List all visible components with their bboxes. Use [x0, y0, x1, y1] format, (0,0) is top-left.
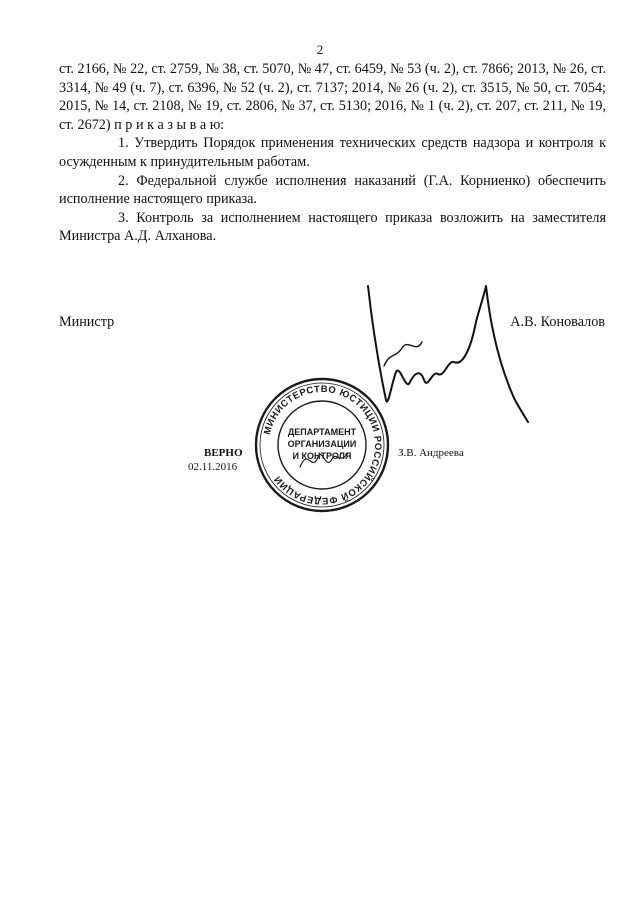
svg-text:МИНИСТЕРСТВО ЮСТИЦИИ РОССИЙСКО: МИНИСТЕРСТВО ЮСТИЦИИ РОССИЙСКОЙ ФЕДЕРАЦИИ	[262, 383, 384, 507]
svg-text:ОРГАНИЗАЦИИ: ОРГАНИЗАЦИИ	[287, 439, 357, 449]
signatory-name: А.В. Коновалов	[510, 314, 605, 330]
paragraph-citation: ст. 2166, № 22, ст. 2759, № 38, ст. 5070, № 47, ст. 6459, № 53 (ч. 2), ст. 7866; 2013, № 26, ст. 3314, № 49 (ч. 7), ст. 6396, № 52 (ч. 2), ст. 7137; 2014, № 26 (ч. 2), ст. 3515, № 50, ст. 7054; 2015, № 14, ст. 2108, № 19, ст. 2806, № 37, ст. 5130; 2016, № 1 (ч. 2), ст. 207, ст. 211, № 19, ст. 2672) п р и к а з ы в а ю:	[59, 61, 606, 133]
paragraph-item-2: 2. Федеральной службе исполнения наказаний (Г.А. Корниенко) обеспечить исполнение настоящего приказа.	[59, 172, 606, 208]
signatory-title: Министр	[59, 314, 115, 330]
certification-date: 02.11.2016	[188, 461, 238, 473]
paragraph-item-3: 3. Контроль за исполнением настоящего приказа возложить на заместителя Министра А.Д. Алханова.	[59, 209, 606, 245]
paragraph-item-1: 1. Утвердить Порядок применения технических средств надзора и контроля к осужденным к принудительным работам.	[59, 135, 606, 170]
certifier-name: З.В. Андреева	[398, 447, 464, 459]
svg-text:ДЕПАРТАМЕНТ: ДЕПАРТАМЕНТ	[287, 427, 357, 437]
official-stamp	[252, 375, 392, 515]
document-body	[59, 60, 606, 246]
page-number: 2	[316, 42, 324, 57]
certification-label: ВЕРНО	[204, 447, 243, 459]
svg-text:И КОНТРОЛЯ: И КОНТРОЛЯ	[292, 451, 352, 461]
